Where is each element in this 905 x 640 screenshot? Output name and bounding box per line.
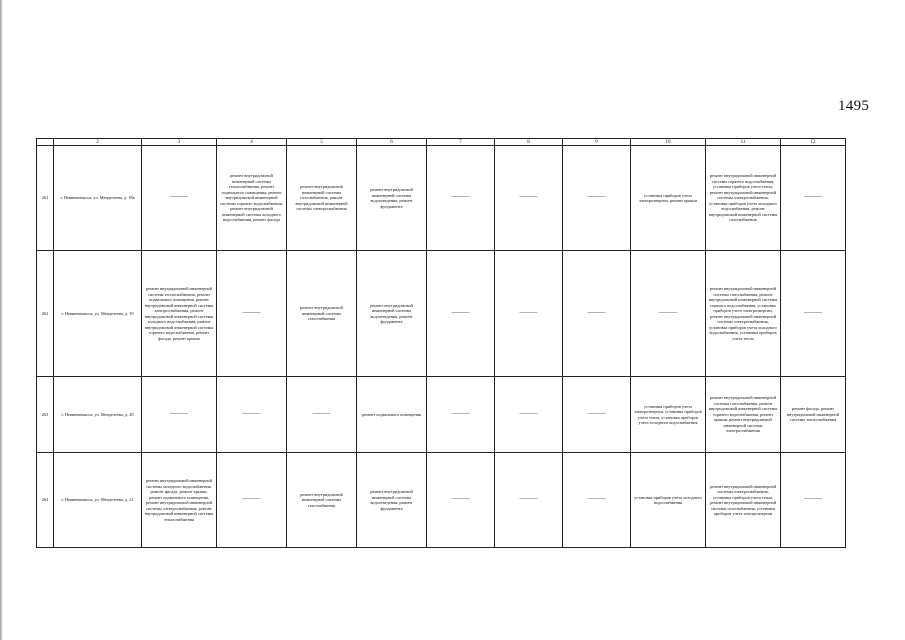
col-header: 3 (142, 139, 217, 146)
dash-mark: ——— (519, 194, 538, 201)
cell-col6: ремонт подвального помещения (357, 377, 427, 453)
cell-col12: ремонт фасада, ремонт внутридомовой инженерной системы теплоснабжения (781, 377, 846, 453)
row-number: 262 (37, 251, 54, 377)
cell-col10: установка приборов учета электроэнергии, ремонт крыши (631, 146, 706, 251)
dash-mark: ——— (519, 496, 538, 503)
cell-col5: ремонт внутридомовой инженерной системы газоснабжения, ремонт внутридомовой инженерной системы электроснабжения (287, 146, 357, 251)
cell-col10: установка приборов учета холодного водоснабжения (631, 453, 706, 548)
cell-col9 (563, 453, 631, 548)
cell-col10 (631, 251, 706, 377)
dash-mark: ——— (451, 496, 470, 503)
col-header: 11 (706, 139, 781, 146)
cell-col9 (563, 146, 631, 251)
repair-schedule-table (36, 138, 846, 548)
cell-col9 (563, 377, 631, 453)
cell-col12 (781, 453, 846, 548)
col-header: 12 (781, 139, 846, 146)
row-number: 261 (37, 146, 54, 251)
dash-mark: ——— (804, 309, 822, 316)
dash-mark: ——— (587, 410, 606, 417)
table-row (37, 377, 846, 453)
dash-mark: ——— (451, 309, 470, 316)
cell-col7 (427, 251, 495, 377)
row-number: 264 (37, 453, 54, 548)
dash-mark: ——— (587, 496, 606, 503)
table-row (37, 146, 846, 251)
cell-col5 (287, 377, 357, 453)
address-cell: г. Невинномысск, ул. Менделеева, д. 21 (54, 453, 142, 548)
cell-col9 (563, 251, 631, 377)
col-header: 8 (495, 139, 563, 146)
column-number-row (37, 139, 846, 146)
col-header: 6 (357, 139, 427, 146)
cell-col3 (142, 377, 217, 453)
cell-col3: ремонт внутридомовой инженерной системы теплоснабжения, ремонт подвального помещения, ремонт внутридомовой инженерной системы электроснабжения, ремонт внутридомовой инженерной системы холодного водоснабжения, ремонт внутридомовой инженерной системы горячего водоснабжения, ремонт фасада, ремонт крыши (142, 251, 217, 377)
dash-mark: ——— (659, 309, 677, 316)
col-header: 9 (563, 139, 631, 146)
cell-col11: ремонт внутридомовой инженерной системы электроснабжения, установка приборов учета тепла, ремонт внутридомовой инженерной системы газоснабжения, установка приборов учета электроэнергии (706, 453, 781, 548)
dash-mark: ——— (312, 410, 331, 417)
table-row (37, 251, 846, 377)
dash-mark: ——— (804, 194, 822, 201)
cell-col4 (217, 377, 287, 453)
scan-edge (0, 0, 3, 640)
cell-col7 (427, 377, 495, 453)
cell-col10: установка приборов учета электроэнергии, установка приборов учета тепла, установка приборов учета холодного водоснабжения (631, 377, 706, 453)
dash-mark: ——— (451, 410, 470, 417)
cell-col6: ремонт внутридомовой инженерной системы водоотведения, ремонт фундамента (357, 146, 427, 251)
cell-col6: ремонт внутридомовой инженерной системы водоотведения, ремонт фундамента (357, 251, 427, 377)
cell-col8 (495, 453, 563, 548)
cell-col12 (781, 251, 846, 377)
cell-col11: ремонт внутридомовой инженерной системы газоснабжения, ремонт внутридомовой инженерной системы горячего водоснабжения, установка приборов учета электроэнергии, ремонт внутридомовой инженерной системы электроснабжения, установка приборов учета холодного водоснабжения, установка приборов учета тепла (706, 251, 781, 377)
cell-col7 (427, 146, 495, 251)
dash-mark: ——— (519, 309, 538, 316)
col-header: 4 (217, 139, 287, 146)
cell-col11: ремонт внутридомовой инженерной системы газоснабжения, ремонт внутридомовой инженерной системы горячего водоснабжения, ремонт крыши, ремонт внутридомовой инженерной системы электроснабжения (706, 377, 781, 453)
cell-col3: ремонт внутридомовой инженерной системы холодного водоснабжения, ремонт фасада, ремонт крыши, ремонт подвального помещения, ремонт внутридомовой инженерной системы электроснабжения, ремонт внутридомовой инженерной системы теплоснабжения (142, 453, 217, 548)
dash-mark: ——— (170, 410, 188, 417)
col-header: 7 (427, 139, 495, 146)
dash-mark: ——— (451, 194, 470, 201)
dash-mark: ——— (242, 309, 261, 316)
address-cell: г. Невинномысск, ул. Менделеева, д. 18в (54, 146, 142, 251)
col-header: 2 (54, 139, 142, 146)
cell-col6: ремонт внутридомовой инженерной системы водоотведения, ремонт фундамента (357, 453, 427, 548)
col-header: 10 (631, 139, 706, 146)
row-number: 263 (37, 377, 54, 453)
cell-col4 (217, 453, 287, 548)
page-number: 1495 (838, 98, 870, 114)
dash-mark: ——— (587, 194, 606, 201)
cell-col11: ремонт внутридомовой инженерной системы горячего водоснабжения, установка приборов учета тепла, ремонт внутридомовой инженерной системы электроснабжения, установка приборов учета холодного водоснабжения, ремонт внутридомовой инженерной системы газоснабжения (706, 146, 781, 251)
dash-mark: ——— (170, 194, 188, 201)
cell-col7 (427, 453, 495, 548)
cell-col5: ремонт внутридомовой инженерной системы газоснабжения (287, 251, 357, 377)
dash-mark: ——— (804, 496, 822, 503)
col-header: 5 (287, 139, 357, 146)
cell-col12 (781, 146, 846, 251)
table-row (37, 453, 846, 548)
cell-col8 (495, 377, 563, 453)
cell-col4 (217, 251, 287, 377)
address-cell: г. Невинномысск, ул. Менделеева, д. 20 (54, 377, 142, 453)
dash-mark: ——— (242, 410, 261, 417)
col-header (37, 139, 54, 146)
dash-mark: ——— (242, 496, 261, 503)
cell-col3 (142, 146, 217, 251)
cell-col4: ремонт внутридомовой инженерной системы теплоснабжения, ремонт подвального помещения, ремонт внутридомовой инженерной системы горячего водоснабжения, ремонт внутридомовой инженерной системы холодного водоснабжения, ремонт фасада (217, 146, 287, 251)
dash-mark: ——— (587, 309, 606, 316)
cell-col8 (495, 251, 563, 377)
address-cell: г. Невинномысск, ул. Менделеева, д. 19 (54, 251, 142, 377)
cell-col8 (495, 146, 563, 251)
cell-col5: ремонт внутридомовой инженерной системы газоснабжения (287, 453, 357, 548)
dash-mark: ——— (519, 410, 538, 417)
